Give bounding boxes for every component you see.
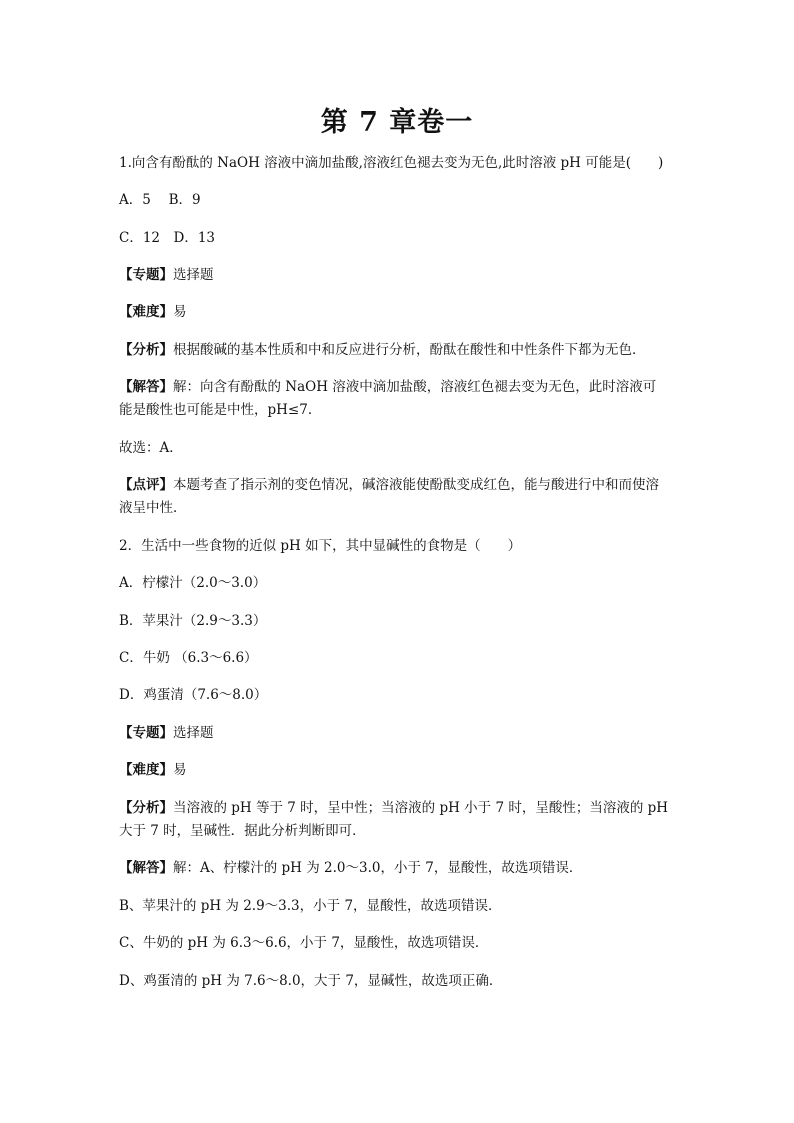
q2-answer-tag: 【解答】	[119, 860, 173, 876]
q2-answer-d: D、鸡蛋清的 pH 为 7.6～8.0，大于 7，显碱性，故选项正确．	[119, 973, 503, 989]
q1-comment-tag: 【点评】	[119, 477, 173, 493]
q1-stem: 1.向含有酚酞的 NaOH 溶液中滴加盐酸,溶液红色褪去变为无色,此时溶液 pH 可能是( )	[119, 155, 664, 171]
q1-difficulty	[119, 301, 679, 323]
q1-options-ab: A．5 B．9	[119, 192, 201, 208]
q2-option-c: C．牛奶 （6.3～6.6）	[119, 650, 258, 666]
q1-choice: 故选：A．	[119, 440, 183, 456]
q2-analysis-tag: 【分析】	[119, 800, 173, 816]
q2-analysis-text-1: 当溶液的 pH 等于 7 时，呈中性；当溶液的 pH 小于 7 时，呈酸性；当溶液的 pH	[173, 800, 669, 816]
q1-difficulty-value: 易	[173, 304, 187, 320]
q1-comment-line-2: 液呈中性．	[119, 500, 187, 516]
q1-topic-value: 选择题	[173, 267, 214, 283]
q2-option-d: D．鸡蛋清（7.6～8.0）	[119, 687, 268, 703]
q1-answer-line-1	[119, 376, 679, 398]
q2-stem: 2．生活中一些食物的近似 pH 如下，其中显碱性的食物是（ ）	[119, 538, 522, 554]
q2-answer-a	[119, 857, 679, 879]
q2-answer-a-text: 解：A、柠檬汁的 pH 为 2.0～3.0，小于 7，显酸性，故选项错误．	[173, 860, 583, 876]
q1-options-cd: C．12 D．13	[119, 230, 216, 246]
q1-answer-line-2: 能是酸性也可能是中性，pH≤7．	[119, 402, 322, 418]
q2-answer-c: C、牛奶的 pH 为 6.3～6.6，小于 7，显酸性，故选项错误．	[119, 935, 489, 951]
q1-topic-tag: 【专题】	[119, 267, 173, 283]
q1-comment-line-1	[119, 474, 679, 496]
q1-answer-text-1: 解：向含有酚酞的 NaOH 溶液中滴加盐酸，溶液红色褪去变为无色，此时溶液可	[173, 379, 657, 395]
q2-analysis-line-1	[119, 797, 679, 819]
q1-analysis-tag: 【分析】	[119, 342, 173, 358]
q2-option-a: A．柠檬汁（2.0～3.0）	[119, 575, 267, 591]
q2-topic	[119, 722, 679, 744]
q1-topic	[119, 264, 679, 286]
q2-option-b: B．苹果汁（2.9～3.3）	[119, 613, 267, 629]
q2-answer-b: B、苹果汁的 pH 为 2.9～3.3，小于 7，显酸性，故选项错误．	[119, 898, 502, 914]
q1-analysis	[119, 339, 679, 361]
q1-comment-text-1: 本题考查了指示剂的变色情况，碱溶液能使酚酞变成红色，能与酸进行中和而使溶	[173, 477, 659, 493]
q2-difficulty	[119, 759, 679, 781]
q1-analysis-text: 根据酸碱的基本性质和中和反应进行分析，酚酞在酸性和中性条件下都为无色．	[173, 342, 646, 358]
q2-analysis-line-2: 大于 7 时，呈碱性．据此分析判断即可．	[119, 823, 366, 839]
q2-topic-value: 选择题	[173, 725, 214, 741]
q1-answer-tag: 【解答】	[119, 379, 173, 395]
q2-topic-tag: 【专题】	[119, 725, 173, 741]
q2-difficulty-value: 易	[173, 762, 187, 778]
page-title: 第 7 章卷一	[320, 107, 474, 138]
q2-difficulty-tag: 【难度】	[119, 762, 173, 778]
q1-difficulty-tag: 【难度】	[119, 304, 173, 320]
